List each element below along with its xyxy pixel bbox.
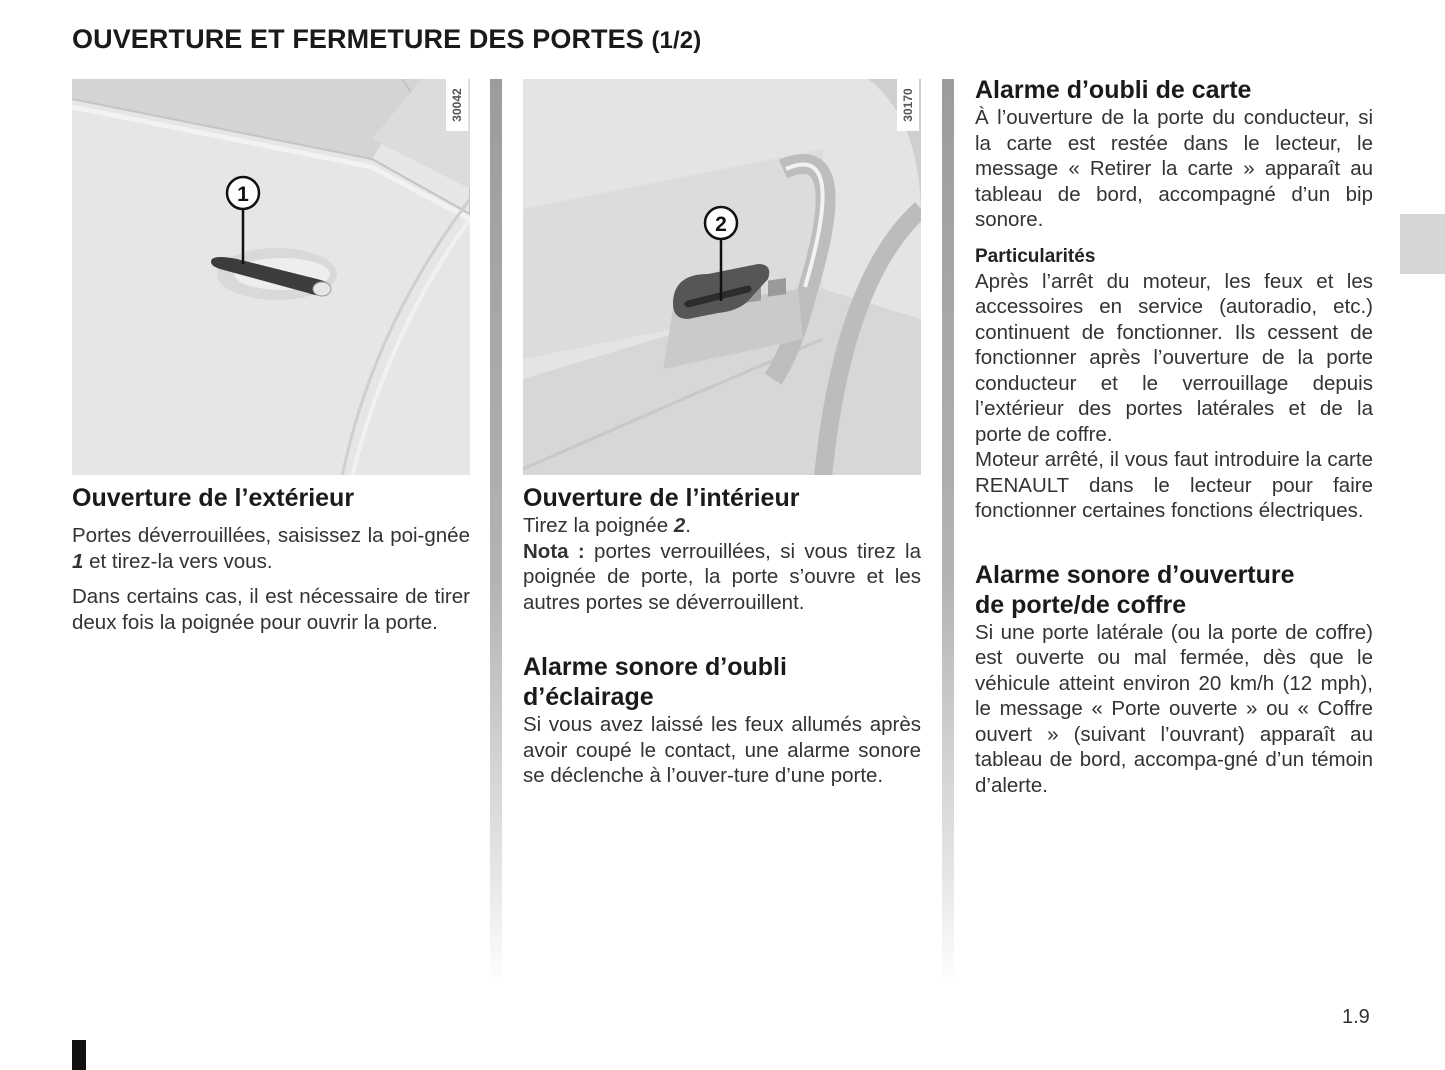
handle-reference-1: 1 bbox=[72, 549, 84, 573]
paragraph-nota: Nota : portes verrouillées, si vous tirez la poignée de porte, la porte s’ouvre et les autres portes se déverrouillent. bbox=[523, 539, 921, 614]
heading-lighting-alarm: Alarme sonore d’oubli d’éclairage bbox=[523, 653, 787, 711]
column-alarms bbox=[975, 75, 1373, 798]
callout-2-label: 2 bbox=[715, 213, 727, 236]
paragraph-card-alarm: À l’ouverture de la porte du conducteur, si la carte est restée dans le lecteur, le message « Retirer la carte » apparaît au tableau de bord, accompagné d’un bip sonore. bbox=[975, 106, 1373, 231]
nota-label: Nota : bbox=[523, 539, 585, 563]
handle-reference-2: 2 bbox=[673, 514, 686, 537]
paragraph-particularites-2: Moteur arrêté, il vous faut introduire la carte RENAULT dans le lecteur pour faire fonctionner certaines fonctions électriques. bbox=[975, 448, 1373, 522]
column-separator-2 bbox=[942, 79, 954, 984]
heading-interior-opening: Ouverture de l’intérieur bbox=[523, 484, 800, 512]
heading-door-open-alarm: Alarme sonore d’ouverture de porte/de coffre bbox=[975, 560, 1295, 619]
print-corner-mark bbox=[72, 1040, 86, 1070]
subheading-particularites: Particularités bbox=[975, 245, 1096, 267]
exterior-door-drawing bbox=[72, 79, 470, 477]
callout-1-label: 1 bbox=[237, 183, 249, 206]
column-exterior-opening bbox=[72, 79, 470, 635]
paragraph-exterior-2: Dans certains cas, il est nécessaire de tirer deux fois la poignée pour ouvrir la porte. bbox=[72, 585, 470, 634]
exterior-door-handle-illustration bbox=[72, 79, 470, 477]
paragraph-exterior-1: Portes déverrouillées, saisissez la poi-gnée 1 et tirez-la vers vous. bbox=[72, 524, 470, 573]
paragraph-lighting-alarm: Si vous avez laissé les feux allumés après avoir coupé le contact, une alarme sonore se déclenche à l’ouver-ture d’une porte. bbox=[523, 713, 921, 787]
figure-code: 30042 bbox=[450, 88, 464, 122]
paragraph-interior-1: Tirez la poignée 2. bbox=[523, 514, 691, 537]
paragraph-particularites-1: Après l’arrêt du moteur, les feux et les accessoires en service (autoradio, etc.) continuent de fonctionner. Ils cessent de fonctionner après l’ouverture de la porte conducteur et le verrouillage depuis l’extérieur des portes latérales et de la porte de coffre. bbox=[975, 269, 1373, 446]
page-title-suffix: (1/2) bbox=[651, 27, 702, 54]
interior-door-handle-illustration bbox=[523, 79, 921, 477]
page-number: 1.9 bbox=[1342, 1006, 1370, 1028]
figure-code: 30170 bbox=[901, 88, 915, 122]
heading-card-alarm: Alarme d’oubli de carte bbox=[975, 76, 1252, 104]
section-thumb-tab bbox=[1400, 214, 1445, 274]
figure-code-box bbox=[446, 79, 468, 131]
page-title-text: OUVERTURE ET FERMETURE DES PORTES bbox=[72, 24, 644, 54]
heading-exterior-opening: Ouverture de l’extérieur bbox=[72, 484, 355, 512]
column-interior-opening bbox=[523, 79, 921, 789]
paragraph-door-open-alarm: Si une porte latérale (ou la porte de coffre) est ouverte ou mal fermée, dès que le véhicule atteint environ 20 km/h (12 mph), le message « Porte ouverte » ou « Coffre ouvert » (suivant l’ouvrant) apparaît au tableau de bord, accompa-gné d’un témoin d’alerte. bbox=[975, 620, 1373, 797]
column-separator-1 bbox=[490, 79, 502, 984]
figure-code-box bbox=[897, 79, 919, 131]
interior-door-drawing bbox=[523, 79, 921, 477]
page-title bbox=[72, 24, 701, 55]
